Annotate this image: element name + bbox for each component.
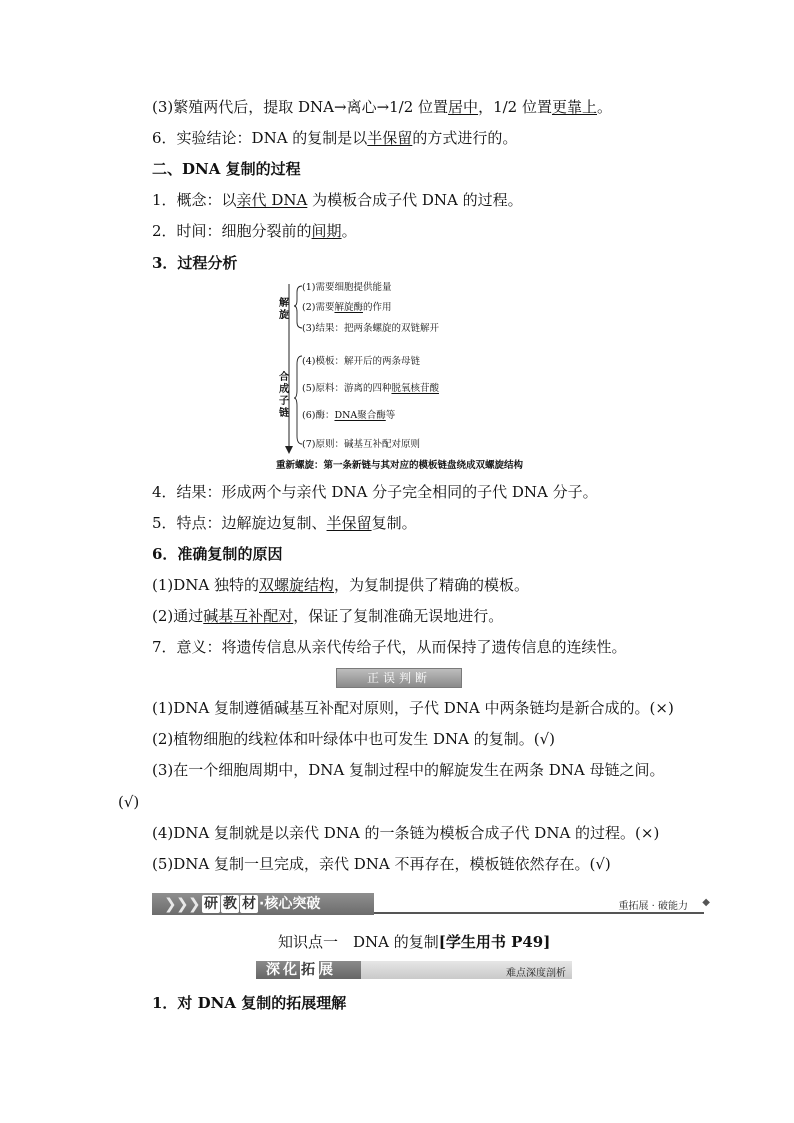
chevron-icon: ❯ [176,895,189,913]
blank-answer: 亲代 DNA [236,191,308,209]
banner-rule [374,912,704,914]
text-line: 7．意义：将遗传信息从亲代传给子代，从而保持了遗传信息的连续性。 [152,638,627,656]
text: 1．概念：以 [152,191,237,209]
diagram-item: (7)原则：碱基互补配对原则 [302,439,420,450]
judgment-mark: (√) [118,793,140,811]
text: (1)DNA 独特的 [152,576,259,594]
blank-answer: 碱基互补配对 [203,607,294,625]
blank-answer: 半保留 [367,129,413,147]
banner-title: 研 教 材 ·核心突破 [204,896,321,912]
text-line [152,190,523,210]
blank-answer: 间期 [311,222,342,240]
text: (3)繁殖两代后，提取 DNA→离心→1/2 位置 [152,98,449,116]
subheading: 1．对 DNA 复制的拓展理解 [152,994,347,1012]
blank-answer: 居中 [448,98,479,116]
text-line [152,606,503,626]
judgment-item: (5)DNA 复制一旦完成，亲代 DNA 不再存在，模板链依然存在。(√) [152,855,611,873]
text: 为模板合成子代 DNA 的过程。 [307,191,523,209]
text: 。 [341,222,357,240]
section-heading: 二、DNA 复制的过程 [152,160,301,178]
text: 。 [597,98,613,116]
text-line [152,513,417,533]
sub-banner-title: 深化拓展 [266,962,336,978]
diagram-item: (4)模板：解开后的两条母链 [302,356,420,367]
diagram-item: (5)原料：游离的四种脱氧核苷酸 [302,383,439,394]
text: 2．时间：细胞分裂前的 [152,222,312,240]
judgment-item: (3)在一个细胞周期中，DNA 复制过程中的解旋发生在两条 DNA 母链之间。 [152,761,665,779]
subheading: 3．过程分析 [152,254,238,272]
text-line [152,128,517,148]
text: 复制。 [371,514,417,532]
text: ，为复制提供了精确的模板。 [334,576,530,594]
group-label-char: 成 [279,384,289,395]
knowledge-point-title: 知识点一 DNA 的复制[学生用书 P49] [278,933,551,951]
text: (2)通过 [152,607,204,625]
text: 5．特点：边解旋边复制、 [152,514,327,532]
text-line [152,97,612,117]
text: 6．实验结论：DNA 的复制是以 [152,129,368,147]
text-line [152,575,529,595]
sub-banner-tagline: 难点深度剖析 [506,968,566,979]
true-false-badge: 正误判断 [336,668,462,688]
group-label-char: 链 [279,408,289,419]
text: ，1/2 位置 [478,98,552,116]
group-label-char: 子 [279,396,289,407]
blank-answer: 更靠上 [551,98,597,116]
text: ，保证了复制准确无误地进行。 [293,607,504,625]
judgment-item: (2)植物细胞的线粒体和叶绿体中也可发生 DNA 的复制。(√) [152,730,556,748]
replication-diagram [270,280,570,475]
chevron-icon: ❯ [188,895,201,913]
blank-answer: 半保留 [326,514,372,532]
section-banner [152,893,714,915]
chevron-icon: ❯ [164,895,177,913]
diagram-item: (3)结果：把两条螺旋的双链解开 [302,323,439,334]
text-line: 4．结果：形成两个与亲代 DNA 分子完全相同的子代 DNA 分子。 [152,483,598,501]
diagram-item: (6)酶：DNA聚合酶等 [302,410,396,421]
subheading: 6．准确复制的原因 [152,545,283,563]
judgment-item: (4)DNA 复制就是以亲代 DNA 的一条链为模板合成子代 DNA 的过程。(×) [152,824,660,842]
text-line [152,221,357,241]
group-label-char: 旋 [279,310,289,321]
banner-tagline: 重拓展 · 破能力 [618,901,688,912]
judgment-item: (1)DNA 复制遵循碱基互补配对原则，子代 DNA 中两条链均是新合成的。(×) [152,699,674,717]
text: 的方式进行的。 [412,129,518,147]
blank-answer: 双螺旋结构 [259,576,335,594]
diagram-footer: 重新螺旋：第一条新链与其对应的模板链盘绕成双螺旋结构 [276,460,524,471]
sub-banner [256,961,572,979]
diamond-icon: ◆ [702,897,710,908]
group-label-char: 合 [279,372,289,383]
diagram-item: (1)需要细胞提供能量 [302,282,392,293]
diagram-item: (2)需要解旋酶的作用 [302,302,392,313]
group-label-char: 解 [279,298,289,309]
